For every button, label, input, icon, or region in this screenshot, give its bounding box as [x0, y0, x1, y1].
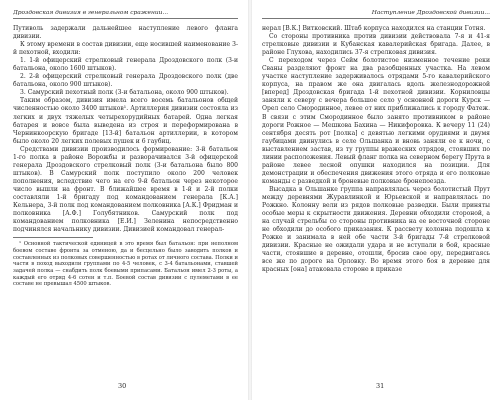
paragraph: К этому времени в состав дивизии, еще носившей наименование 3-й пехотной, входили:	[13, 41, 238, 57]
running-header: Наступление Дроздовской дивизии...	[262, 9, 490, 19]
page-body	[262, 25, 490, 274]
running-header: Дроздовская дивизия в генеральном сражении...	[13, 9, 238, 19]
page-body	[13, 25, 238, 234]
page-number: 30	[118, 382, 127, 390]
paragraph: Средствами дивизии производилось формирование: 3-й батальон 1-го полка в районе Ворожбы и разворачивался 3-й офицерской генерала Дроздовского стрелковый полк (3-и батальона было 800 штыков). В Самурский полк поступило около 200 человек пополнения, вследствие чего на его 9-й батальон через некоторое число вышли на фронт. В ближайшее время в 1-й и 2-й полки составляли 1-й бригаду под командованием генерала [К.А.] Кельнера, 3-й полк под командованием полковника [А.К.] Фридман и полковника [А.Ф.] Голубятников. Самурский полк под командованием полковника [Е.И.] Зеленина непосредственно подчинялся начальнику дивизии. Дивизией командовал генерал-	[13, 145, 238, 234]
list-item: 2. 2-й офицерский стрелковый генерала Дроздовского полк (две батальона, около 900 штыков).	[13, 73, 238, 89]
footnote-divider	[13, 237, 93, 238]
footnote: ¹ Основной тактической единицей в это время был батальон: при неполном боевом составе фронта за отменою, да и бесцельно было заводить полков и составленных из полковых совершенностью в ротах от личного состава. Полки и части в поход выходили группами по 4-5 человек, с 3-4 батальонами, ставшей задачей полка — снабдить полк боевыми припасами. Батальон имел 2-3 роты, а каждый его отряд 4-6 сотен и т.п. Боевой состав дивизии с пулеметами в ее составе не превышал 4500 штыков.	[13, 241, 238, 288]
right-page	[254, 0, 500, 400]
paragraph: Высадка в Ольшанке группа направлялась через болотистый Прут между деревнями Журавлинкой и Юрьевской и направлялась по Рожкно. Колонну вели из рядов полковые разведки. Были приняты особые меры к скрытности движения. Деревни обходили стороной, а на случай стрельбы со стороны противника на ее восточной стороне не обходили до особого приказания. К рассвету колонна подошла к Рожке и занимала в ней обе части 3-й бригады 7-й стрелковой дивизии. Красные не ожидали удара и не вступали в бой, красные части, стоявшие в деревне, отошли, бросив свое ору, передвигаясь все же по дороге на Орловку. Во время этого боя в деревне для красных [она] атаковала стороне в приказе	[262, 185, 490, 274]
page-number: 31	[376, 382, 385, 390]
paragraph: С переходом через Сейм болотистое низменное течение реки Сваны разделяют фронт на два разобщенных участка. На левом участке наступление задерживалось отрядами 5-го кавалерийского корпуса, на правом же она двигалась вдоль железнодорожной [вперед] Дроздовская бригада 1-й пехотной дивизии. Корниловцы заняли к северу с вечера большое село у основной дороги Курск — Орел село Смородинное, левее от них приближались к городу Фатеж. В связи с этим Смородинное было занято противником в районе дороги Рожное — Мешкова Бахина — Никифоровка. К вечеру 11 (24) сентября десять рот [полка] с девятью легкими орудиями и двумя гаубицами двинулись в селе Ольшанка и вновь заняли ее к ночи, с выставлением застав, из ту группы вражеских отрядов, стоявших по линии расположения. Левый фланг полка на северном берегу Прута в районе левее лесной опушки находился на позиции. Для демонстрации и обеспечения движения этого отряда и его полковые команды с разведкой и броневые полковые бронепоезда.	[262, 57, 490, 185]
left-page	[0, 0, 246, 400]
paragraph: Со стороны противника против дивизии действовала 7-я и 41-я стрелковые дивизии и Кубанская кавалерийская бригада. Далее, в районе Глухова, находились 37-я стрелковая дивизия.	[262, 33, 490, 57]
list-item: 3. Самурский пехотный полк (3-и батальона, около 900 штыков).	[20, 89, 229, 97]
book-spine	[248, 0, 252, 400]
list-item: 1. 1-й офицерский стрелковый генерала Дроздовского полк (3-и батальона, около 1600 штыков).	[13, 57, 238, 73]
paragraph: Таким образом, дивизия имела всего восемь батальонов общей численностью около 3400 штыков¹. Артиллерия дивизии состояла из легких и двух тяжелых четырехорудийных батарей. Одна легкая батарея и вовсе была выведена из строя и переформирована в Чернинкоорскую бригаде [13-й] батальон артиллерии, в котором было около 20 легких полевых пушек и 6 гаубиц.	[13, 97, 238, 145]
paragraph: нерал [В.К.] Витковский. Штаб корпуса находился на станции Готня.	[262, 25, 486, 32]
paragraph: Путиволь задержали дальнейшее наступление левого фланга дивизии.	[13, 25, 238, 41]
